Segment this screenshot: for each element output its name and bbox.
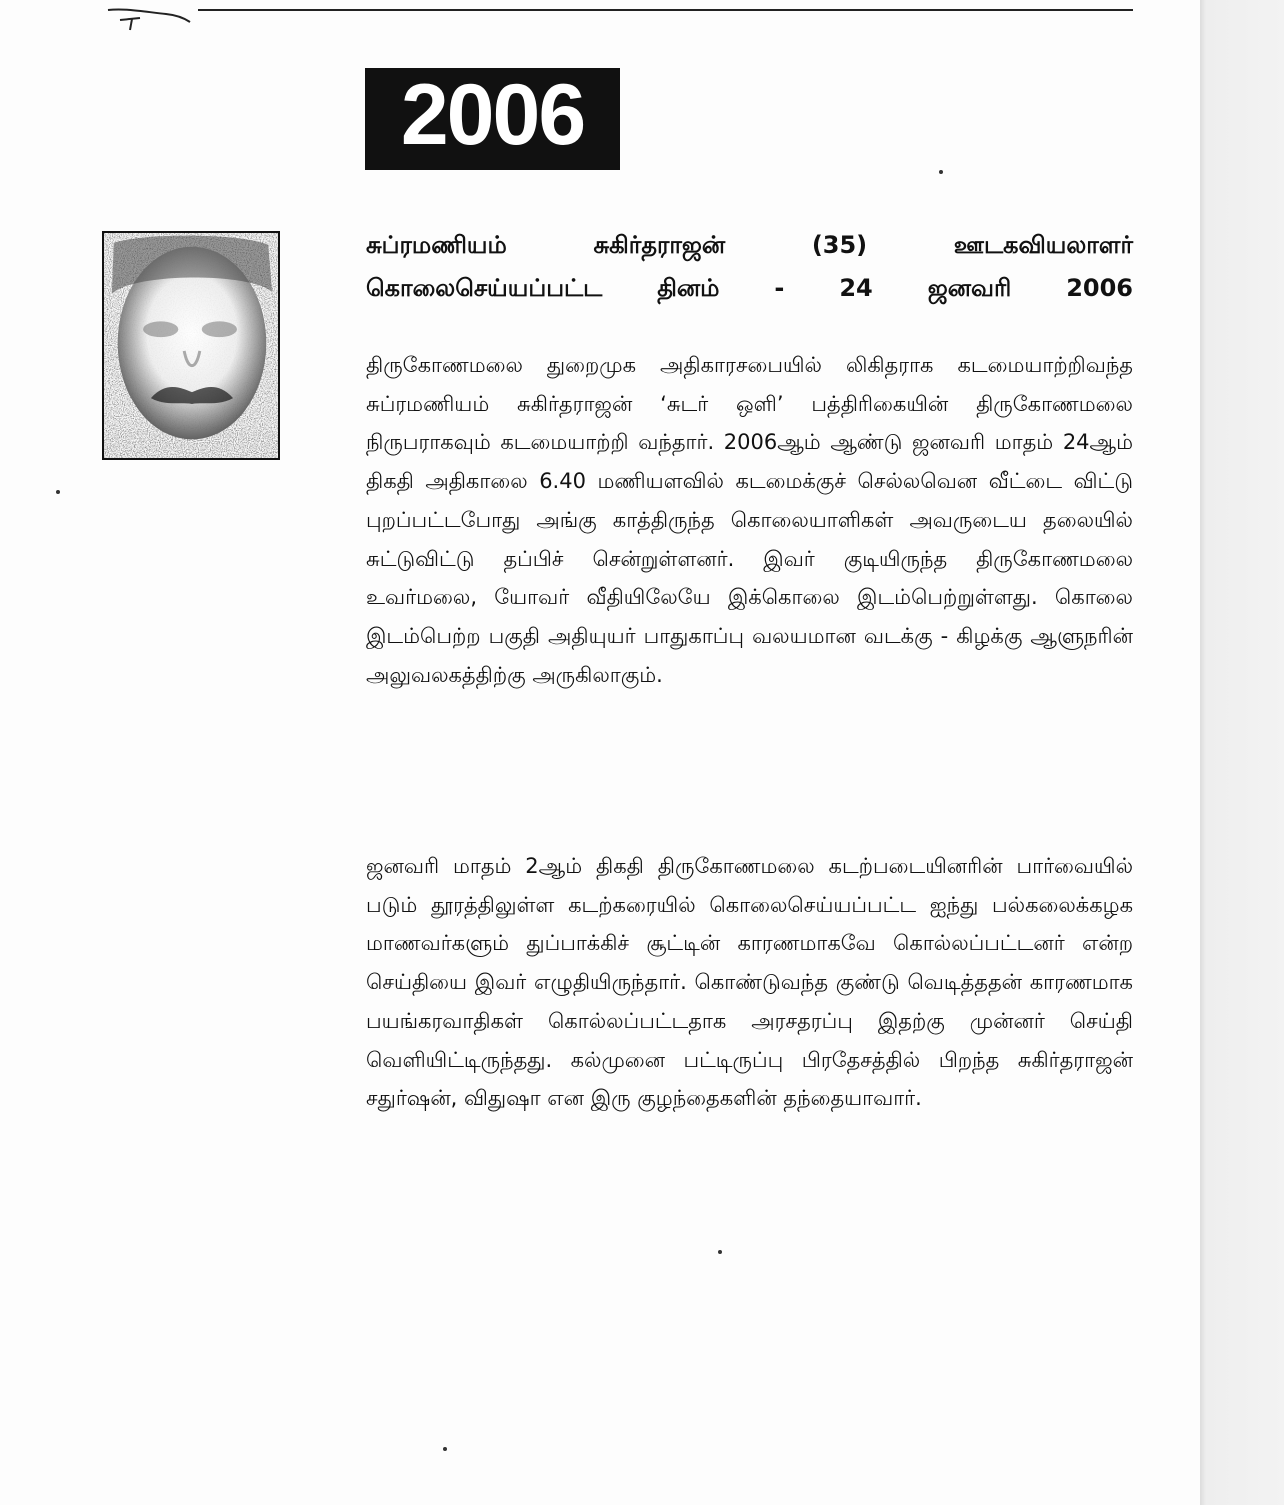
headline-line-2: கொலைசெய்யப்பட்ட தினம் - 24 ஜனவரி 2006 — [366, 274, 1133, 302]
body-paragraph-2: ஜனவரி மாதம் 2ஆம் திகதி திருகோணமலை கடற்படையினரின் பார்வையில் படும் தூரத்திலுள்ள கடற்கரையில் கொலைசெய்யப்பட்ட ஐந்து பல்கலைக்கழக மாணவர்களும் துப்பாக்கிச் சூட்டின் காரணமாகவே கொல்லப்பட்டனர் என்ற செய்தியை இவர் எழுதியிருந்தார். கொண்டுவந்த குண்டு வெடித்ததன் காரணமாக பயங்கரவாதிகள் கொல்லப்பட்டதாக அரசதரப்பு இதற்கு முன்னர் செய்தி வெளியிட்டிருந்தது. கல்முனை பட்டிருப்பு பிரதேசத்தில் பிறந்த சுகிர்தராஜன் சதுர்ஷன், விதுஷா என இரு குழந்தைகளின் தந்தையாவார். — [366, 854, 1133, 1111]
portrait-photo — [102, 231, 280, 460]
headline-line-1: சுப்ரமணியம் சுகிர்தராஜன் (35) ஊடகவியலாளர் — [366, 231, 1133, 259]
speck — [939, 170, 943, 174]
page-edge-shadow — [1200, 0, 1284, 1505]
speck — [718, 1250, 722, 1254]
top-rule — [198, 9, 1133, 11]
article-headline — [366, 224, 1133, 310]
handwritten-mark — [106, 2, 192, 32]
speck — [443, 1447, 447, 1451]
year-banner: 2006 — [365, 68, 620, 170]
body-paragraph-1: திருகோணமலை துறைமுக அதிகாரசபையில் லிகிதராக கடமையாற்றிவந்த சுப்ரமணியம் சுகிர்தராஜன் ‘சுடர் ஒளி’ பத்திரிகையின் திருகோணமலை நிருபராகவும் கடமையாற்றி வந்தார். 2006ஆம் ஆண்டு ஜனவரி மாதம் 24ஆம் திகதி அதிகாலை 6.40 மணியளவில் கடமைக்குச் செல்லவென வீட்டை விட்டு புறப்பட்டபோது அங்கு காத்திருந்த கொலையாளிகள் அவருடைய தலையில் சுட்டுவிட்டு தப்பிச் சென்றுள்ளனர். இவர் குடியிருந்த திருகோணமலை உவர்மலை, யோவர் வீதியிலேயே இக்கொலை இடம்பெற்றுள்ளது. கொலை இடம்பெற்ற பகுதி அதியுயர் பாதுகாப்பு வலயமான வடக்கு - கிழக்கு ஆளுநரின் அலுவலகத்திற்கு அருகிலாகும். — [366, 353, 1133, 687]
speck — [56, 490, 60, 494]
